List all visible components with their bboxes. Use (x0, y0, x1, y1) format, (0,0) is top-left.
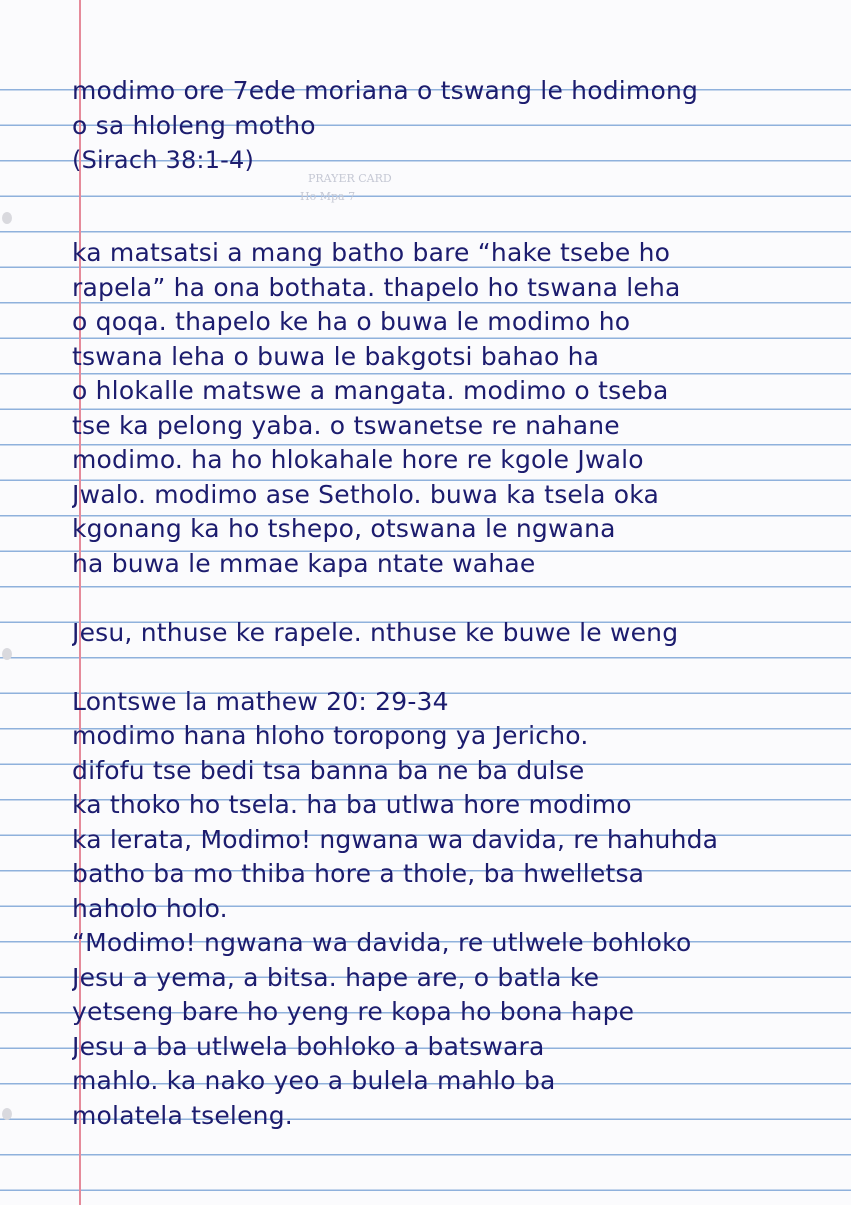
scripture-reference: (Sirach 38:1-4) (72, 146, 255, 174)
text-line: modimo ore 7ede moriana o tswang le hodimong (72, 76, 699, 105)
text-line: difofu tse bedi tsa banna ba ne ba dulse (72, 755, 585, 785)
punch-hole (2, 1108, 12, 1120)
text-line: modimo. ha ho hlokahale hore re kgole Jwalo (72, 445, 644, 474)
text-line: ka thoko ho tsela. ha ba utlwa hore modimo (72, 790, 632, 819)
text-line: Jwalo. modimo ase Setholo. buwa ka tsela oka (72, 479, 660, 509)
punch-hole (2, 648, 12, 660)
text-line: o sa hloleng motho (72, 110, 316, 140)
handwritten-text (72, 74, 847, 1133)
text-line: o hlokalle matswe a mangata. modimo o tseba (72, 376, 669, 405)
text-line: “Modimo! ngwana wa davida, re utlwele bohloko (72, 928, 692, 957)
section-title: Lontswe la mathew 20: 29-34 (72, 686, 449, 716)
blank-line (72, 581, 847, 616)
text-line: haholo holo. (72, 893, 228, 923)
text-line: ka matsatsi a mang batho bare “hake tsebe ho (72, 238, 671, 267)
text-line: kgonang ka ho tshepo, otswana le ngwana (72, 514, 616, 543)
prayer-line: Jesu, nthuse ke rapele. nthuse ke buwe le weng (72, 617, 679, 647)
text-line: o qoqa. thapelo ke ha o buwa le modimo ho (72, 307, 631, 336)
punch-hole (2, 212, 12, 224)
blank-line (72, 178, 847, 213)
text-line: modimo hana hloho toropong ya Jericho. (72, 721, 589, 750)
text-line: batho ba mo thiba hore a thole, ba hwelletsa (72, 859, 645, 888)
blank-line (72, 212, 847, 236)
blank-line (72, 650, 847, 685)
text-line: molatela tseleng. (72, 1100, 293, 1130)
text-line: Jesu a yema, a bitsa. hape are, o batla ke (72, 962, 600, 992)
text-line: yetseng bare ho yeng re kopa ho bona hape (72, 997, 635, 1026)
text-line: rapela” ha ona bothata. thapelo ho tswana leha (72, 272, 681, 302)
text-line: Jesu a ba utlwela bohloko a batswara (72, 1031, 545, 1061)
text-line: ka lerata, Modimo! ngwana wa davida, re hahuhda (72, 824, 719, 854)
text-line: mahlo. ka nako yeo a bulela mahlo ba (72, 1066, 556, 1095)
text-line: ha buwa le mmae kapa ntate wahae (72, 548, 536, 578)
text-line: tse ka pelong yaba. o tswanetse re nahane (72, 410, 620, 440)
show-through-text: Ho Mpa 7 (300, 190, 356, 203)
top-margin (0, 0, 851, 56)
text-line: tswana leha o buwa le bakgotsi bahao ha (72, 341, 600, 371)
show-through-text: PRAYER CARD (308, 172, 392, 185)
